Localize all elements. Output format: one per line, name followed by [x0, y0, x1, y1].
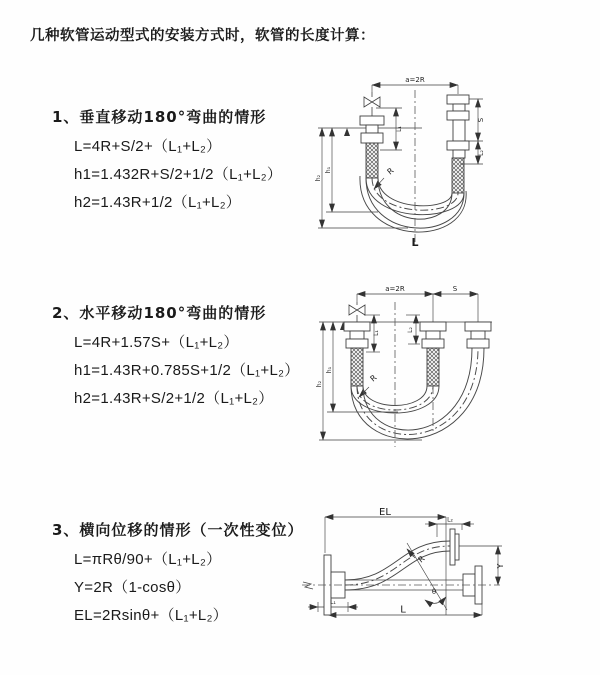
hose-displaced-s-curve: [345, 541, 450, 590]
dim-label-h1: h₁: [325, 166, 332, 174]
formula-line: L=4R+S/2+（L₁+L₂）: [74, 138, 222, 155]
dim-label-s: S: [477, 117, 485, 123]
dim-label-h1: h₁: [326, 366, 333, 374]
section-heading: 2、水平移动180°弯曲的情形: [52, 304, 267, 322]
dim-label-l1: L₁: [330, 599, 336, 606]
diagram-horizontal-180-bend: [310, 282, 600, 457]
length-label: L: [411, 236, 419, 249]
section-heading: 3、横向位移的情形（一次性变位）: [52, 521, 304, 539]
formula-line: h1=1.43R+0.785S+1/2（L₁+L₂）: [74, 362, 300, 379]
dim-label-y: Y: [496, 563, 505, 569]
dim-label-s: S: [452, 285, 458, 293]
section-lateral-displacement: [52, 519, 303, 630]
hose-u-bends: [351, 348, 484, 439]
diagram-vertical-180-bend: [310, 72, 600, 257]
page-title: 几种软管运动型式的安装方式时，软管的长度计算：: [30, 28, 375, 44]
dim-label-l2: L₂: [478, 150, 485, 156]
dim-label-l2: L₂: [407, 327, 414, 333]
formula-line: EL=2Rsinθ+（L₁+L₂）: [74, 607, 228, 624]
dimension-lines: [308, 517, 502, 615]
valve-icon: [364, 92, 380, 116]
upper-flange: [450, 529, 459, 565]
radius-label: R: [416, 554, 427, 565]
dim-label-a2r: a=2R: [405, 76, 425, 84]
dim-label-h2: h₂: [316, 380, 323, 388]
section-horizontal-180: [52, 302, 300, 413]
dim-label-l2: L₂: [447, 516, 453, 524]
hose-u-bend: [360, 176, 466, 232]
formula-line: h2=1.43R+1/2（L₁+L₂）: [74, 194, 242, 211]
valve-icon: [349, 302, 365, 322]
section-vertical-180: [52, 106, 282, 217]
break-mark: [303, 582, 313, 589]
diagram-lateral-displacement: [300, 503, 600, 658]
dim-label-l: L: [400, 604, 406, 616]
formula-line: h2=1.43R+S/2+1/2（L₁+L₂）: [74, 390, 274, 407]
dim-label-a2r: a=2R: [385, 285, 405, 293]
formula-line: h1=1.432R+S/2+1/2（L₁+L₂）: [74, 166, 283, 183]
right-connector: [447, 95, 469, 193]
angle-label: θ: [431, 588, 437, 596]
middle-connector: [420, 322, 446, 386]
right-connector: [465, 322, 491, 348]
dim-label-l1: L₁: [373, 330, 380, 336]
formula-line: L=πRθ/90+（L₁+L₂）: [74, 551, 222, 568]
radius-label: R: [368, 373, 379, 384]
left-connector: [344, 322, 370, 386]
section-heading: 1、垂直移动180°弯曲的情形: [52, 108, 267, 126]
formula-line: L=4R+1.57S+（L₁+L₂）: [74, 334, 239, 351]
dim-label-l1: L₁: [396, 126, 403, 132]
dimension-lines: [319, 294, 492, 440]
dim-label-h2: h₂: [315, 174, 322, 182]
radius-label: R: [385, 166, 396, 177]
formula-line: Y=2R（1-cosθ）: [74, 579, 191, 596]
dim-label-el: EL: [379, 507, 391, 518]
left-connector: [360, 116, 384, 178]
